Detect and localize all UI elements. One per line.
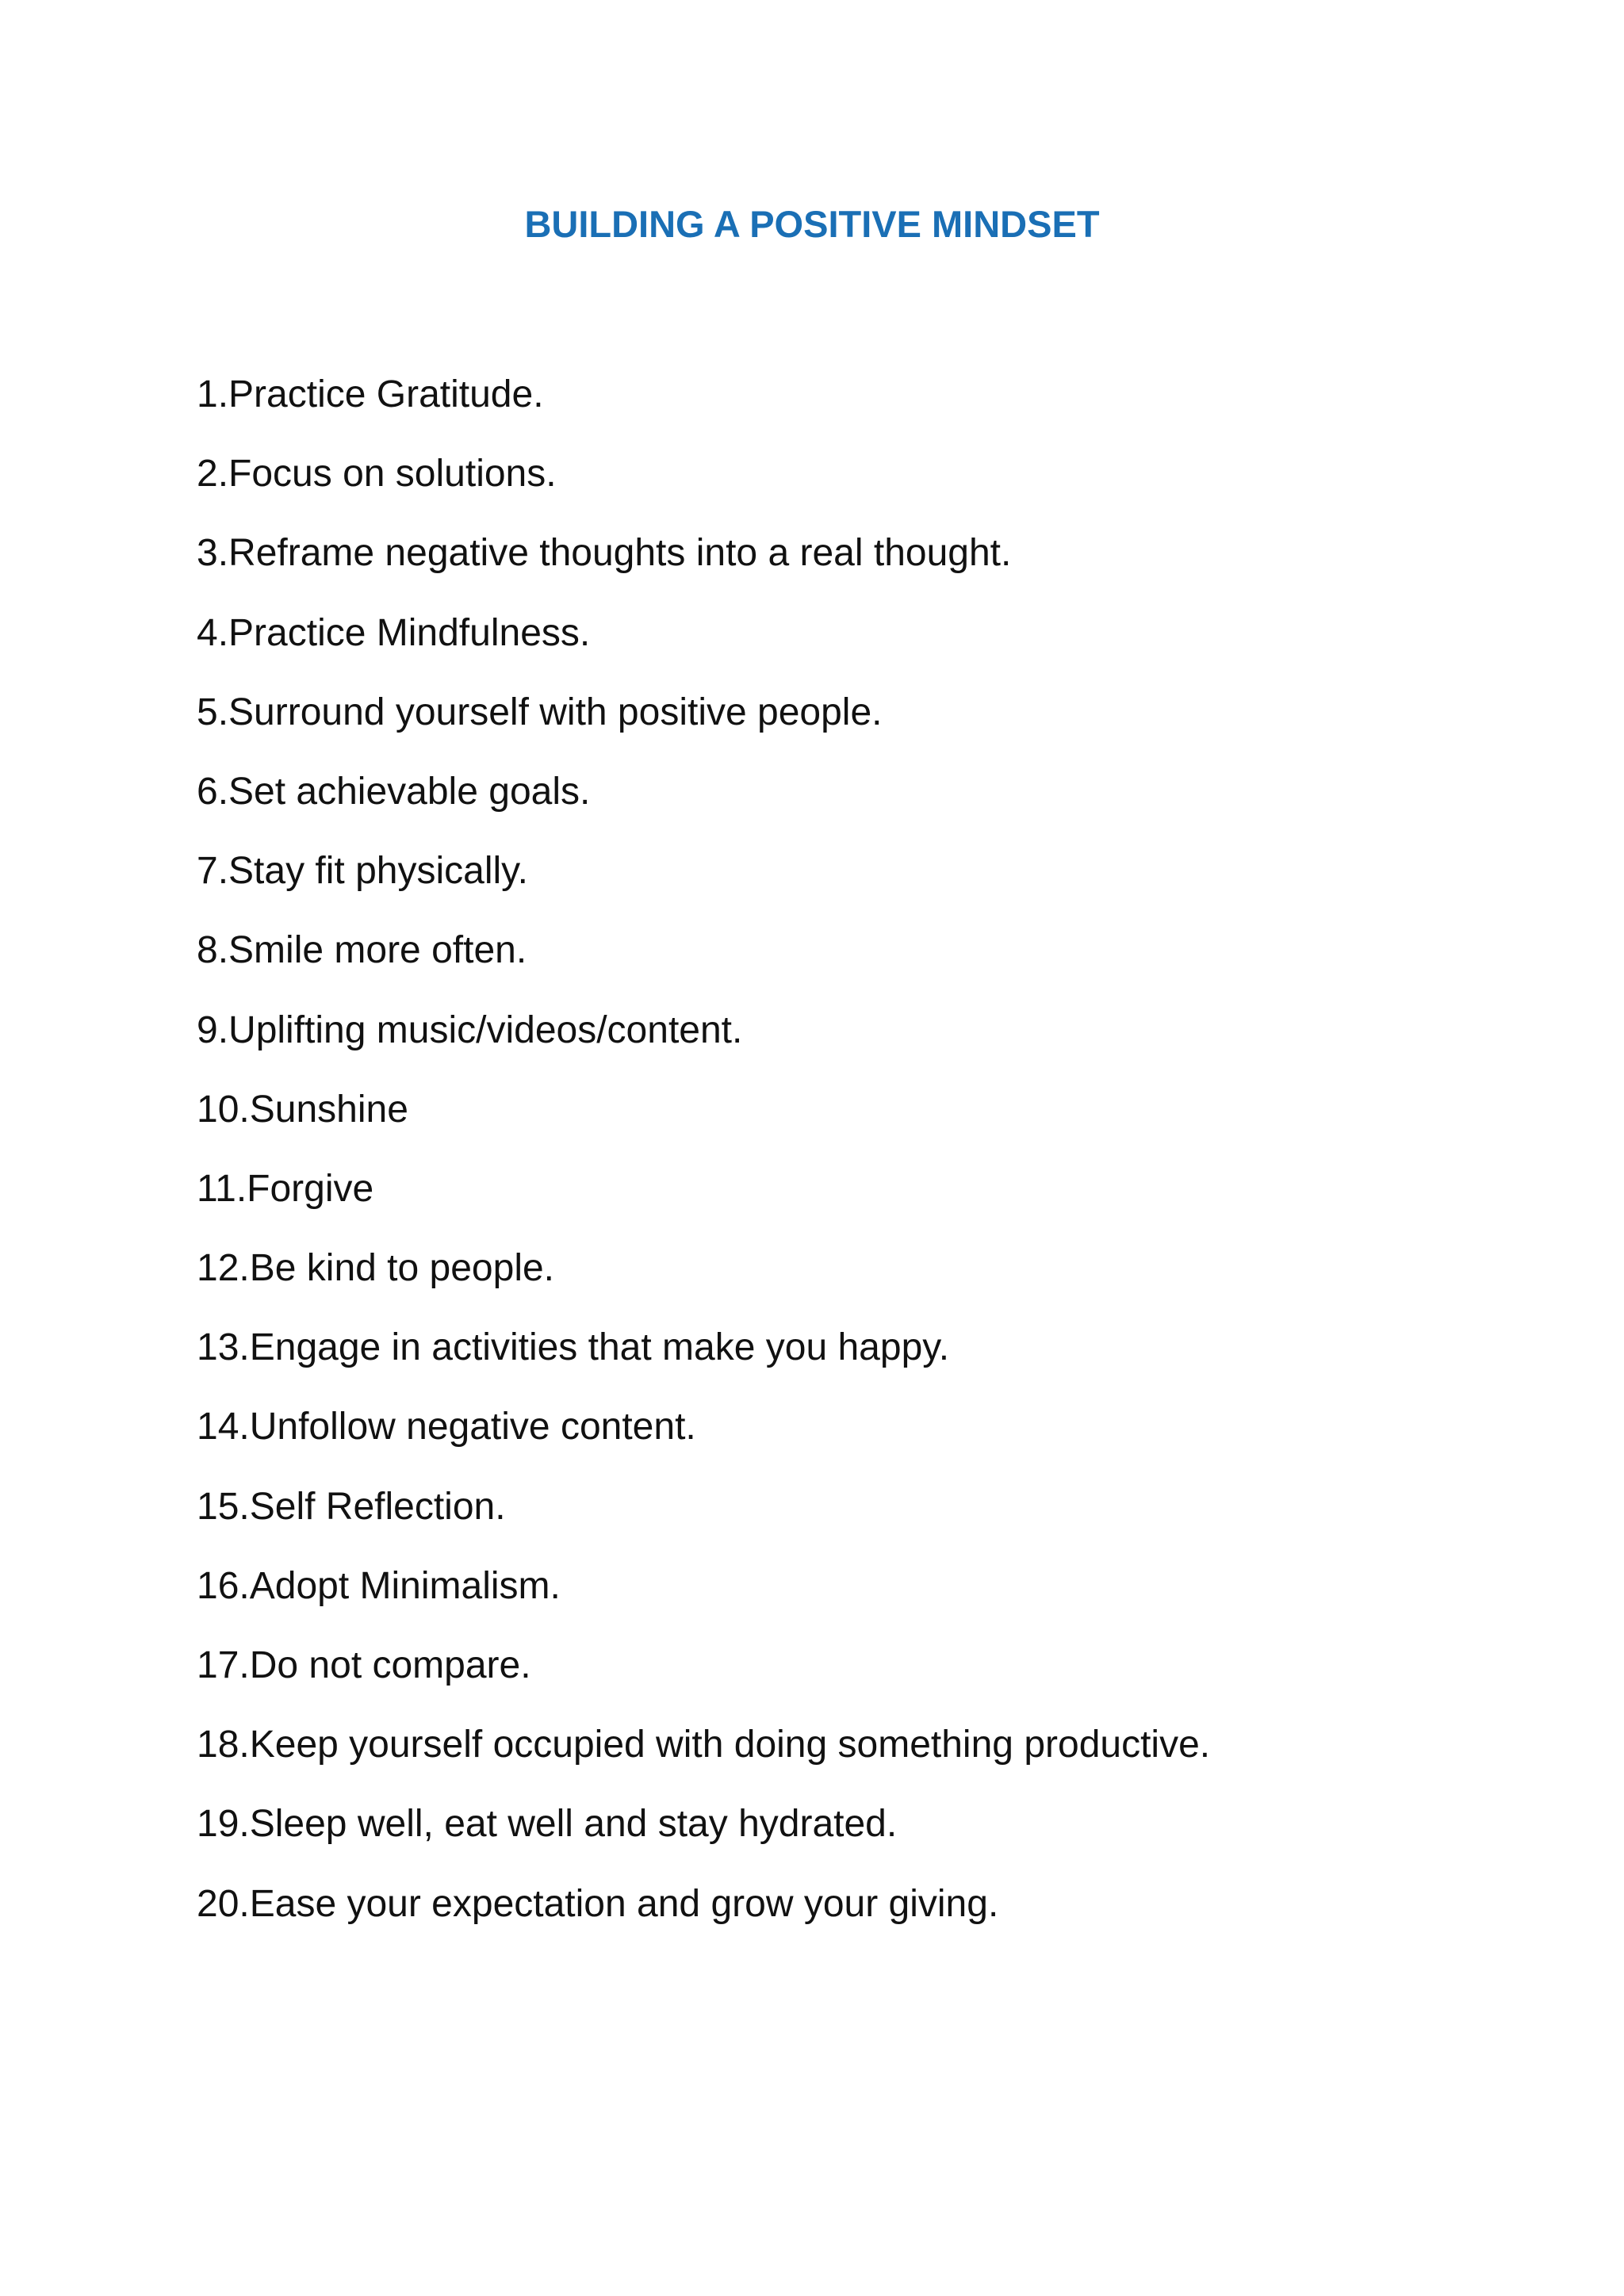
list-item: 12.Be kind to people. <box>197 1247 555 1290</box>
list-item: 6.Set achievable goals. <box>197 770 591 813</box>
list-item: 9.Uplifting music/videos/content. <box>197 1008 743 1051</box>
list-item: 16.Adopt Minimalism. <box>197 1564 561 1607</box>
list-item: 11.Forgive <box>197 1167 374 1210</box>
list-item: 1.Practice Gratitude. <box>197 373 544 415</box>
list-item: 20.Ease your expectation and grow your giving. <box>197 1882 999 1925</box>
list-item: 19.Sleep well, eat well and stay hydrated. <box>197 1803 898 1846</box>
list-item: 18.Keep yourself occupied with doing something productive. <box>197 1724 1211 1766</box>
list-item: 5.Surround yourself with positive people. <box>197 691 883 733</box>
list-item: 8.Smile more often. <box>197 929 527 972</box>
list-item: 14.Unfollow negative content. <box>197 1406 696 1448</box>
list-item: 4.Practice Mindfulness. <box>197 611 591 654</box>
list-item: 13.Engage in activities that make you happy. <box>197 1326 950 1369</box>
list-item: 7.Stay fit physically. <box>197 850 528 893</box>
list-item: 2.Focus on solutions. <box>197 453 557 496</box>
tips-list <box>197 355 1210 1944</box>
list-item: 3.Reframe negative thoughts into a real thought. <box>197 532 1012 575</box>
list-item: 15.Self Reflection. <box>197 1485 506 1528</box>
list-item: 10.Sunshine <box>197 1088 408 1131</box>
document-title: BUILDING A POSITIVE MINDSET <box>524 203 1100 245</box>
list-item: 17.Do not compare. <box>197 1644 531 1686</box>
